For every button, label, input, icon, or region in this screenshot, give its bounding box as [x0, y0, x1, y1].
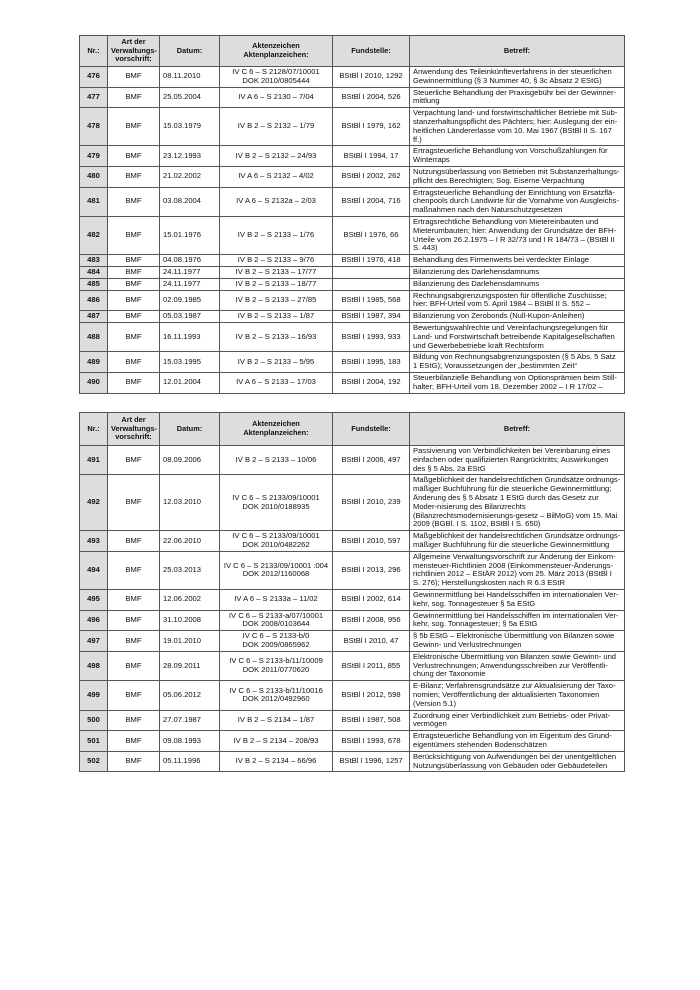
row-number-cell: 491: [80, 446, 108, 475]
table-row: [80, 187, 625, 216]
row-number-cell: 484: [80, 266, 108, 278]
doc-type-cell: BMF: [108, 589, 160, 610]
file-reference-cell: IV A 6 – S 2130 – 7/04: [220, 87, 333, 108]
subject-cell: Maßgeblichkeit der handelsrechtlichen Grundsätze ordnungs-mäßiger Buchführung für die steuerliche Gewinnermittlung; Änderung des § 5 Absatz 1 EStG durch das Gesetz zur Moder-nisierung des Bilanzrechts (Bilanzrechtsmodernisierungs-gesetz – BilMoG) vom 15. Mai 2009 (BGBl. I S. 1102, BStBl I S. 650): [410, 475, 625, 531]
date-cell: 15.01.1976: [160, 216, 220, 254]
table-row: [80, 87, 625, 108]
row-number-cell: 485: [80, 278, 108, 290]
file-reference-cell: IV B 2 – S 2133 – 27/85: [220, 290, 333, 311]
doc-type-cell: BMF: [108, 352, 160, 373]
table-row: [80, 266, 625, 278]
subject-cell: Rechnungsabgrenzungsposten für öffentliche Zuschüsse; hier: BFH-Urteil vom 5. April 1984 – BStBl II S. 552 –: [410, 290, 625, 311]
date-cell: 05.11.1996: [160, 751, 220, 772]
source-reference-cell: BStBl I 2013, 296: [333, 551, 410, 589]
row-number-cell: 478: [80, 108, 108, 146]
doc-type-cell: BMF: [108, 166, 160, 187]
header-art: Art der Verwaltungs- vorschrift:: [108, 413, 160, 446]
date-cell: 12.06.2002: [160, 589, 220, 610]
table-row: [80, 108, 625, 146]
file-reference-cell: IV B 2 – S 2133 – 1/87: [220, 311, 333, 323]
row-number-cell: 489: [80, 352, 108, 373]
file-reference-cell: IV C 6 – S 2133/09/10001 :004 DOK 2012/1160068: [220, 551, 333, 589]
subject-cell: Berücksichtigung von Aufwendungen bei der unentgeltlichen Nutzungsüberlassung von Gebäuden oder Gebäudeteilen: [410, 751, 625, 772]
table-row: [80, 146, 625, 167]
subject-cell: Passivierung von Verbindlichkeiten bei Vereinbarung eines einfachen oder qualifizierten Rangrücktritts; Auswirkungen des § 5 Abs. 2a EStG: [410, 446, 625, 475]
subject-cell: Allgemeine Verwaltungsvorschrift zur Änderung der Einkom-mensteuer-Richtlinien 2008 (Einkommensteuer-Änderungs-richtlinien 2012 – EStÄR 2012) vom 25. März 2013 (BStBl I S. 276); Herstellungskosten nach R 6.3 EStR: [410, 551, 625, 589]
table-row: [80, 311, 625, 323]
table-row: [80, 290, 625, 311]
date-cell: 28.09.2011: [160, 651, 220, 680]
doc-type-cell: BMF: [108, 311, 160, 323]
row-number-cell: 499: [80, 681, 108, 710]
date-cell: 09.08.1993: [160, 731, 220, 752]
source-reference-cell: BStBl I 2004, 716: [333, 187, 410, 216]
row-number-cell: 487: [80, 311, 108, 323]
file-reference-cell: IV B 2 – S 2134 – 66/96: [220, 751, 333, 772]
source-reference-cell: [333, 266, 410, 278]
subject-cell: Ertragsteuerliche Behandlung der Einrichtung von Ersatzflä-chenpools durch Landwirte für die Vornahme von Ausgleichs-maßnahmen nach den Naturschutzgesetzen: [410, 187, 625, 216]
header-fundstelle: Fundstelle:: [333, 36, 410, 67]
table-row: [80, 631, 625, 652]
row-number-cell: 476: [80, 67, 108, 88]
row-number-cell: 493: [80, 531, 108, 552]
file-reference-cell: IV C 6 – S 2133-a/07/10001 DOK 2008/0103644: [220, 610, 333, 631]
subject-cell: Nutzungsüberlassung von Betrieben mit Substanzerhaltungs-pflicht des Berechtigten; Sog. Eiserne Verpachtung: [410, 166, 625, 187]
doc-type-cell: BMF: [108, 108, 160, 146]
table-row: [80, 216, 625, 254]
table-row: [80, 610, 625, 631]
source-reference-cell: BStBl I 2008, 956: [333, 610, 410, 631]
date-cell: 08.09.2006: [160, 446, 220, 475]
header-betreff: Betreff:: [410, 36, 625, 67]
subject-cell: Zuordnung einer Verbindlichkeit zum Betriebs- oder Privat-vermögen: [410, 710, 625, 731]
date-cell: 25.03.2013: [160, 551, 220, 589]
subject-cell: Gewinnermittlung bei Handelsschiffen im internationalen Ver-kehr, sog. Tonnagesteuer § 5a EStG: [410, 589, 625, 610]
source-reference-cell: BStBl I 1987, 508: [333, 710, 410, 731]
file-reference-cell: IV A 6 – S 2133 – 17/03: [220, 372, 333, 393]
subject-cell: Maßgeblichkeit der handelsrechtlichen Grundsätze ordnungs-mäßiger Buchführung für die steuerliche Gewinnermittlung: [410, 531, 625, 552]
subject-cell: E-Bilanz; Verfahrensgrundsätze zur Aktualisierung der Taxo-nomien; Veröffentlichung der aktualisierten Taxonomien (Version 5.1): [410, 681, 625, 710]
subject-cell: § 5b EStG – Elektronische Übermittlung von Bilanzen sowie Gewinn- und Verlustrechnungen: [410, 631, 625, 652]
header-betreff: Betreff:: [410, 413, 625, 446]
subject-cell: Verpachtung land- und forstwirtschaftlicher Betriebe mit Sub-stanzerhaltungspflicht des Pächters; hier: Auslegung der ein-heitlichen Ländererlasse vom 10. Mai 1967 (BStBl II S. 167 ff.): [410, 108, 625, 146]
file-reference-cell: IV A 6 – S 2132 – 4/02: [220, 166, 333, 187]
source-reference-cell: BStBl I 1976, 418: [333, 255, 410, 267]
doc-type-cell: BMF: [108, 610, 160, 631]
doc-type-cell: BMF: [108, 681, 160, 710]
header-art: Art der Verwaltungs- vorschrift:: [108, 36, 160, 67]
file-reference-cell: IV C 6 – S 2133-b/0 DOK 2009/0865962: [220, 631, 333, 652]
date-cell: 16.11.1993: [160, 322, 220, 351]
subject-cell: Anwendung des Teileinkünfteverfahrens in der steuerlichen Gewinnermittlung (§ 3 Nummer 40, § 3c Absatz 2 EStG): [410, 67, 625, 88]
row-number-cell: 497: [80, 631, 108, 652]
doc-type-cell: BMF: [108, 551, 160, 589]
file-reference-cell: IV C 6 – S 2133/09/10001 DOK 2010/0482262: [220, 531, 333, 552]
date-cell: 02.09.1985: [160, 290, 220, 311]
source-reference-cell: BStBl I 1993, 933: [333, 322, 410, 351]
row-number-cell: 500: [80, 710, 108, 731]
file-reference-cell: IV C 6 – S 2133-b/11/10009 DOK 2011/0770620: [220, 651, 333, 680]
subject-cell: Behandlung des Firmenwerts bei verdeckter Einlage: [410, 255, 625, 267]
file-reference-cell: IV A 6 – S 2132a – 2/03: [220, 187, 333, 216]
date-cell: 12.03.2010: [160, 475, 220, 531]
row-number-cell: 498: [80, 651, 108, 680]
doc-type-cell: BMF: [108, 266, 160, 278]
date-cell: 12.01.2004: [160, 372, 220, 393]
file-reference-cell: IV B 2 – S 2134 – 208/93: [220, 731, 333, 752]
source-reference-cell: BStBl I 1996, 1257: [333, 751, 410, 772]
date-cell: 22.06.2010: [160, 531, 220, 552]
doc-type-cell: BMF: [108, 372, 160, 393]
subject-cell: Steuerliche Behandlung der Praxisgebühr bei der Gewinner-mittlung: [410, 87, 625, 108]
source-reference-cell: BStBl I 2010, 1292: [333, 67, 410, 88]
doc-type-cell: BMF: [108, 255, 160, 267]
table-row: [80, 681, 625, 710]
file-reference-cell: IV B 2 – S 2133 – 1/76: [220, 216, 333, 254]
table-row: [80, 551, 625, 589]
table-row: [80, 710, 625, 731]
row-number-cell: 502: [80, 751, 108, 772]
file-reference-cell: IV C 6 – S 2133/09/10001 DOK 2010/0188935: [220, 475, 333, 531]
row-number-cell: 494: [80, 551, 108, 589]
row-number-cell: 486: [80, 290, 108, 311]
doc-type-cell: BMF: [108, 290, 160, 311]
doc-type-cell: BMF: [108, 631, 160, 652]
subject-cell: Ertragsteuerliche Behandlung von Vorschußzahlungen für Winterraps: [410, 146, 625, 167]
source-reference-cell: BStBl I 1995, 183: [333, 352, 410, 373]
source-reference-cell: BStBl I 2010, 47: [333, 631, 410, 652]
table-row: [80, 278, 625, 290]
row-number-cell: 479: [80, 146, 108, 167]
source-reference-cell: BStBl I 2004, 192: [333, 372, 410, 393]
date-cell: 05.03.1987: [160, 311, 220, 323]
file-reference-cell: IV B 2 – S 2132 – 1/79: [220, 108, 333, 146]
header-nr: Nr.:: [80, 413, 108, 446]
subject-cell: Elektronische Übermittlung von Bilanzen sowie Gewinn- und Verlustrechnungen; Anwendungsschreiben zur Veröffentli-chung der Taxonomie: [410, 651, 625, 680]
file-reference-cell: IV B 2 – S 2133 – 10/06: [220, 446, 333, 475]
doc-type-cell: BMF: [108, 278, 160, 290]
date-cell: 05.06.2012: [160, 681, 220, 710]
file-reference-cell: IV C 6 – S 2133-b/11/10016 DOK 2012/0492960: [220, 681, 333, 710]
subject-cell: Bilanzierung des Darlehensdamnums: [410, 278, 625, 290]
row-number-cell: 483: [80, 255, 108, 267]
subject-cell: Ertragsteuerliche Behandlung von im Eigentum des Grund-eigentümers stehenden Bodenschätzen: [410, 731, 625, 752]
row-number-cell: 495: [80, 589, 108, 610]
table-row: [80, 67, 625, 88]
doc-type-cell: BMF: [108, 67, 160, 88]
date-cell: 15.03.1995: [160, 352, 220, 373]
file-reference-cell: IV B 2 – S 2133 – 16/93: [220, 322, 333, 351]
date-cell: 24.11.1977: [160, 278, 220, 290]
subject-cell: Gewinnermittlung bei Handelsschiffen im internationalen Ver-kehr, sog. Tonnagesteuer; § 5a EStG: [410, 610, 625, 631]
row-number-cell: 488: [80, 322, 108, 351]
file-reference-cell: IV B 2 – S 2132 – 24/93: [220, 146, 333, 167]
regulation-table-2: [79, 412, 625, 772]
subject-cell: Ertragsrechtliche Behandlung von Mietereinbauten und Mieterumbauten; hier: Anwendung der Grundsätze der BFH-Urteile vom 26.2.1975 – I R 32/73 und I R 184/73 – (BStBl II S. 443): [410, 216, 625, 254]
header-aktenzeichen: Aktenzeichen Aktenplanzeichen:: [220, 413, 333, 446]
header-aktenzeichen: Aktenzeichen Aktenplanzeichen:: [220, 36, 333, 67]
source-reference-cell: BStBl I 1993, 678: [333, 731, 410, 752]
table-row: [80, 352, 625, 373]
source-reference-cell: BStBl I 1979, 162: [333, 108, 410, 146]
file-reference-cell: IV B 2 – S 2133 – 5/95: [220, 352, 333, 373]
table-row: [80, 372, 625, 393]
source-reference-cell: BStBl I 2004, 526: [333, 87, 410, 108]
date-cell: 03.08.2004: [160, 187, 220, 216]
doc-type-cell: BMF: [108, 146, 160, 167]
doc-type-cell: BMF: [108, 446, 160, 475]
doc-type-cell: BMF: [108, 322, 160, 351]
date-cell: 24.11.1977: [160, 266, 220, 278]
source-reference-cell: [333, 278, 410, 290]
subject-cell: Bewertungswahlrechte und Vereinfachungsregelungen für Land- und Forstwirtschaft betreibende Kapitalgesellschaften und Gewerbebetriebe kraft Rechtsform: [410, 322, 625, 351]
source-reference-cell: BStBl I 2011, 855: [333, 651, 410, 680]
row-number-cell: 490: [80, 372, 108, 393]
file-reference-cell: IV A 6 – S 2133a – 11/02: [220, 589, 333, 610]
date-cell: 08.11.2010: [160, 67, 220, 88]
source-reference-cell: BStBl I 1976, 66: [333, 216, 410, 254]
table-row: [80, 322, 625, 351]
source-reference-cell: BStBl I 2002, 262: [333, 166, 410, 187]
row-number-cell: 496: [80, 610, 108, 631]
doc-type-cell: BMF: [108, 216, 160, 254]
table-row: [80, 731, 625, 752]
file-reference-cell: IV B 2 – S 2134 – 1/87: [220, 710, 333, 731]
row-number-cell: 480: [80, 166, 108, 187]
date-cell: 25.05.2004: [160, 87, 220, 108]
row-number-cell: 501: [80, 731, 108, 752]
source-reference-cell: BStBl I 1985, 568: [333, 290, 410, 311]
source-reference-cell: BStBl I 2006, 497: [333, 446, 410, 475]
date-cell: 23.12.1993: [160, 146, 220, 167]
row-number-cell: 482: [80, 216, 108, 254]
source-reference-cell: BStBl I 1987, 394: [333, 311, 410, 323]
doc-type-cell: BMF: [108, 531, 160, 552]
table-row: [80, 651, 625, 680]
file-reference-cell: IV C 6 – S 2128/07/10001 DOK 2010/0805444: [220, 67, 333, 88]
row-number-cell: 477: [80, 87, 108, 108]
file-reference-cell: IV B 2 – S 2133 – 18/77: [220, 278, 333, 290]
doc-type-cell: BMF: [108, 710, 160, 731]
doc-type-cell: BMF: [108, 651, 160, 680]
regulation-table-1: [79, 35, 625, 394]
table-row: [80, 531, 625, 552]
doc-type-cell: BMF: [108, 475, 160, 531]
subject-cell: Steuerbilanzielle Behandlung von Optionsprämien beim Still-halter; BFH-Urteil vom 18. Dezember 2002 – I R 17/02 –: [410, 372, 625, 393]
file-reference-cell: IV B 2 – S 2133 – 17/77: [220, 266, 333, 278]
doc-type-cell: BMF: [108, 751, 160, 772]
header-fundstelle: Fundstelle:: [333, 413, 410, 446]
doc-type-cell: BMF: [108, 731, 160, 752]
row-number-cell: 492: [80, 475, 108, 531]
date-cell: 21.02.2002: [160, 166, 220, 187]
date-cell: 04.08.1976: [160, 255, 220, 267]
date-cell: 19.01.2010: [160, 631, 220, 652]
source-reference-cell: BStBl I 2010, 597: [333, 531, 410, 552]
source-reference-cell: BStBl I 1994, 17: [333, 146, 410, 167]
subject-cell: Bilanzierung von Zerobonds (Null-Kupon-Anleihen): [410, 311, 625, 323]
doc-type-cell: BMF: [108, 187, 160, 216]
file-reference-cell: IV B 2 – S 2133 – 9/76: [220, 255, 333, 267]
source-reference-cell: BStBl I 2012, 598: [333, 681, 410, 710]
date-cell: 31.10.2008: [160, 610, 220, 631]
date-cell: 27.07.1987: [160, 710, 220, 731]
header-datum: Datum:: [160, 413, 220, 446]
subject-cell: Bildung von Rechnungsabgrenzungsposten (§ 5 Abs. 5 Satz 1 EStG); Voraussetzungen der „bestimmten Zeit“: [410, 352, 625, 373]
table-row: [80, 446, 625, 475]
table-row: [80, 751, 625, 772]
table-row: [80, 589, 625, 610]
row-number-cell: 481: [80, 187, 108, 216]
table-row: [80, 166, 625, 187]
subject-cell: Bilanzierung des Darlehensdamnums: [410, 266, 625, 278]
header-nr: Nr.:: [80, 36, 108, 67]
table-row: [80, 255, 625, 267]
date-cell: 15.03.1979: [160, 108, 220, 146]
table-row: [80, 475, 625, 531]
source-reference-cell: BStBl I 2002, 614: [333, 589, 410, 610]
header-datum: Datum:: [160, 36, 220, 67]
doc-type-cell: BMF: [108, 87, 160, 108]
source-reference-cell: BStBl I 2010, 239: [333, 475, 410, 531]
